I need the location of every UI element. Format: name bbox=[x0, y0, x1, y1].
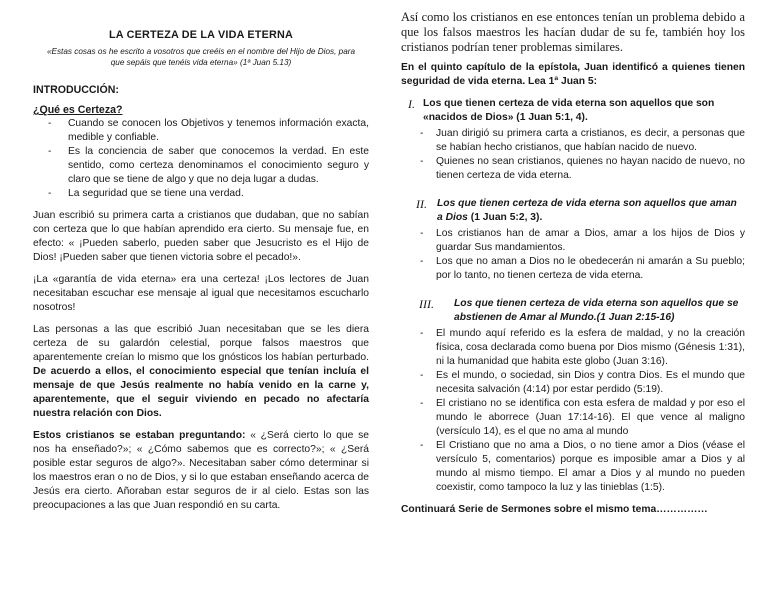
paragraph-john-letter: Juan escribió su primera carta a cristianos que dudaban, que no sabían con certeza que lo que habían aprendido era cierto. Su mensaje fue, en efecto: « ¡Pueden saberlo, pueden saber que Jesucristo es el Hijo de Dios! ¡Pueden saber que tienen victoria sobre el pecado!». bbox=[33, 210, 369, 264]
point-three-numeral: III. bbox=[419, 296, 434, 311]
point-two-heading bbox=[401, 197, 745, 225]
document-title: LA CERTEZA DE LA VIDA ETERNA bbox=[109, 29, 293, 41]
introduction-heading: INTRODUCCIÓN: bbox=[33, 83, 119, 96]
point-item: - Los que no aman a Dios no le obedecerán ni amarán a Su pueblo; por lo tanto, no tienen certeza de vida eterna. bbox=[401, 255, 745, 283]
key-verse-line1: «Estas cosas os he escrito a vosotros que creéis en el nombre del Hijo de Dios, para bbox=[46, 46, 356, 56]
point-two-reference: (1 Juan 5:2, 3). bbox=[470, 211, 543, 223]
gnostic-teaching-text: De acuerdo a ellos, el conocimiento especial que tenían incluía el mensaje de que Jesús realmente no había venido en la carne y, aparentemente, que el seguir viviendo en pecado no afectaría nuestra relación con Dios. bbox=[33, 366, 369, 420]
series-continues-note: Continuará Serie de Sermones sobre el mismo tema…………… bbox=[401, 503, 708, 515]
definition-item: - Cuando se conocen los Objetivos y tenemos información exacta, medible y confiable. bbox=[33, 117, 369, 145]
paragraph-similar-problems: Así como los cristianos en ese entonces tenían un problema debido a que los falsos maestros les hacían dudar de su fe, también hoy los cristianos podrían tener problemas similares. bbox=[401, 10, 745, 54]
point-three-text: Los que tienen certeza de vida eterna son aquellos que se abstienen de Amar al Mundo. bbox=[454, 297, 739, 323]
point-one-reference: (1 Juan 5:1, 4). bbox=[516, 111, 588, 123]
paragraph-read-john: En el quinto capítulo de la epístola, Juan identificó a quienes tienen seguridad de vida eterna. Lea 1ª Juan 5: bbox=[401, 61, 745, 87]
point-three-list bbox=[401, 327, 745, 495]
what-is-certainty-heading: ¿Qué es Certeza? bbox=[33, 104, 123, 117]
paragraph-false-teachers bbox=[33, 323, 369, 421]
point-three-heading bbox=[401, 297, 745, 325]
point-three-reference: (1 Juan 2:15-16) bbox=[596, 311, 675, 323]
point-item: - Juan dirigió su primera carta a cristianos, es decir, a personas que se habían hecho cristianos, que habían nacido de nuevo. bbox=[401, 127, 745, 155]
point-two-list bbox=[401, 227, 745, 283]
questions-text: « ¿Será cierto lo que se nos ha enseñado?»; « ¿Cómo sabemos que es correcto?»; « ¿Será posible estar seguros de algo?». Necesitaban saber cómo determinar si los maestros eran o no de Dios, y si lo que estaban enseñando acerca de Jesús era cierto. Añoraban estar seguros de ir al cielo. Estas son las preocupaciones a las que Juan respondió en su carta. bbox=[33, 430, 370, 512]
point-item: - Es el mundo, o sociedad, sin Dios y contra Dios. Es el mundo que necesita salvación (4:14) por estar perdido (5:19). bbox=[401, 369, 745, 397]
left-column bbox=[33, 0, 369, 521]
point-one-list bbox=[401, 127, 745, 183]
point-item: - Quienes no sean cristianos, quienes no hayan nacido de nuevo, no tienen certeza de vida eterna. bbox=[401, 155, 745, 183]
certainty-definition-list bbox=[33, 117, 369, 201]
point-item: - El Cristiano que no ama a Dios, o no tiene amor a Dios (véase el versículo 5, comentarios) porque es imposible amar a Dios y al mundo al mismo tiempo. El amar a Dios y al mundo no pueden coexistir, como tampoco la luz y las tinieblas (1:5). bbox=[401, 439, 745, 495]
questions-lead: Estos cristianos se estaban preguntando: bbox=[33, 430, 246, 442]
point-one-numeral: I. bbox=[408, 96, 415, 111]
point-item: - El cristiano no se identifica con esta esfera de maldad y por eso el mundo le aborrece (Juan 17:14-16). El que vence al maligno (versículo 14), es el que no ama al mundo bbox=[401, 397, 745, 439]
right-column bbox=[401, 0, 745, 517]
point-item: - Los cristianos han de amar a Dios, amar a los hijos de Dios y guardar Sus mandamientos. bbox=[401, 227, 745, 255]
point-one-heading bbox=[401, 97, 745, 125]
definition-item: - Es la conciencia de saber que conocemos la verdad. En este sentido, como certeza denominamos el conocimiento seguro y claro que se tiene de algo y que no deja lugar a dudas. bbox=[33, 145, 369, 187]
false-teachers-text: Las personas a las que escribió Juan necesitaban que se les diera certeza de su galardón celestial, porque falsos maestros que aparentemente creían lo mismo que los gnósticos los habían perturbado. bbox=[33, 324, 369, 364]
point-one-text: Los que tienen certeza de vida eterna son aquellos que son «nacidos de Dios» bbox=[423, 97, 715, 123]
point-two-numeral: II. bbox=[416, 196, 427, 211]
key-verse-line2: que sepáis que tenéis vida eterna» (1ª Juan 5.13) bbox=[110, 58, 292, 68]
key-verse bbox=[33, 46, 369, 69]
paragraph-questions bbox=[33, 429, 369, 513]
definition-item: - La seguridad que se tiene una verdad. bbox=[33, 187, 369, 201]
point-item: - El mundo aquí referido es la esfera de maldad, y no la creación física, cosa declarada como buena por Dios mismo (Génesis 1:31), ni la humanidad que habita este globo (Juan 3:16). bbox=[401, 327, 745, 369]
point-two-text: Los que tienen certeza de vida eterna son aquellos que aman a Dios bbox=[437, 197, 737, 223]
paragraph-guarantee: ¡La «garantía de vida eterna» era una certeza! ¡Los lectores de Juan necesitaban escuchar ese mensaje al igual que necesitamos escucharlo nosotros! bbox=[33, 274, 369, 314]
